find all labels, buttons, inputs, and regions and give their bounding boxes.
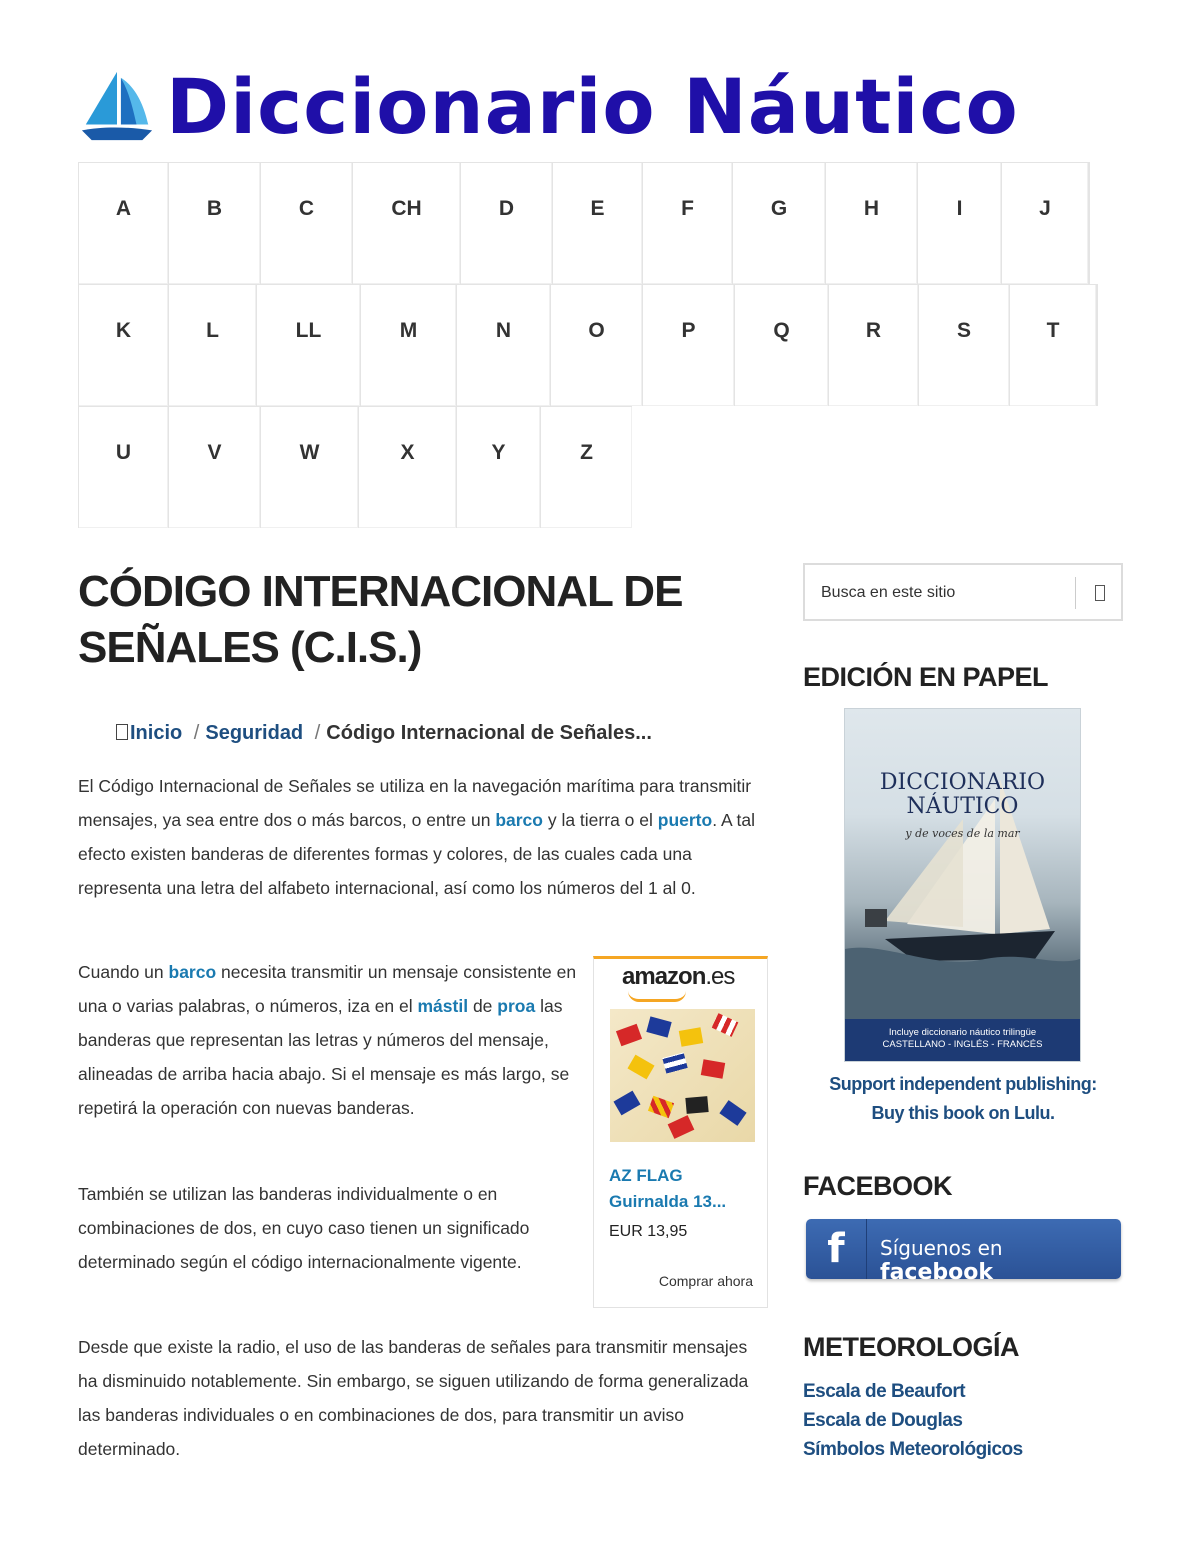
letter-link-j[interactable]: J [1001,162,1090,284]
letter-link-l[interactable]: L [168,284,256,406]
breadcrumb-section-link[interactable]: Seguridad [205,722,304,744]
lulu-buy-link[interactable] [803,1070,1123,1128]
letter-link-w[interactable]: W [260,406,358,528]
letter-link-p[interactable]: P [642,284,734,406]
facebook-follow-button[interactable] [806,1219,1121,1285]
letter-link-a[interactable]: A [78,162,168,284]
search-button[interactable] [1089,581,1111,605]
link-proa[interactable]: proa [497,996,536,1016]
article-paragraph-2 [78,955,588,1125]
letter-link-c[interactable]: C [260,162,352,284]
link-douglas-scale[interactable]: Escala de Douglas [803,1410,963,1431]
letter-link-u[interactable]: U [78,406,168,528]
alphabet-row-2 [78,284,1098,406]
meteorology-title: METEOROLOGÍA [803,1332,1019,1362]
page-title: CÓDIGO INTERNACIONAL DE SEÑALES (C.I.S.) [78,567,683,672]
letter-link-k[interactable]: K [78,284,168,406]
facebook-title: FACEBOOK [803,1171,953,1201]
link-barco[interactable]: barco [168,962,217,982]
paragraph-text: . A tal efecto existen banderas de diferentes formas y colores, de las cuales cada una representa una letra del alfabeto internacional, así como los números del 1 al 0. [78,810,756,898]
letter-link-ch[interactable]: CH [352,162,460,284]
breadcrumb-home-link[interactable]: Inicio [130,722,183,744]
paragraph-text: Cuando un [78,962,169,982]
search-input[interactable] [819,579,1063,607]
letter-link-i[interactable]: I [917,162,1001,284]
letter-link-q[interactable]: Q [734,284,828,406]
paper-edition-title: EDICIÓN EN PAPEL [803,662,1049,692]
article-paragraph-4: Desde que existe la radio, el uso de las banderas de señales para transmitir mensajes ha disminuido notablemente. Sin embargo, se siguen utilizando de forma generalizada las banderas individuales o en combinaciones de dos, para transmitir un aviso determinado. [78,1337,749,1459]
lulu-line: Buy this book on Lulu. [871,1103,1055,1123]
letter-link-n[interactable]: N [456,284,550,406]
paragraph-text: las banderas que representan las letras y números del mensaje, alineadas de arriba hacia abajo. Si el mensaje es más largo, se repetirá la operación con nuevas banderas. [78,996,570,1118]
letter-link-m[interactable]: M [360,284,456,406]
amazon-ad-widget[interactable] [593,956,768,1308]
link-barco[interactable]: barco [495,810,543,830]
letter-link-h[interactable]: H [825,162,917,284]
letter-link-g[interactable]: G [732,162,825,284]
book-cover[interactable] [845,709,1080,1061]
sailboat-illustration [845,709,1080,1019]
product-title-link[interactable]: AZ FLAG Guirnalda 13... [609,1166,727,1211]
amazon-smile-icon [628,991,686,1002]
article-paragraph-1 [78,769,768,905]
paragraph-text: de [468,996,498,1016]
letter-link-f[interactable]: F [642,162,732,284]
letter-link-z[interactable]: Z [540,406,632,528]
letter-link-t[interactable]: T [1009,284,1098,406]
link-mastil[interactable]: mástil [417,996,469,1016]
book-title: DICCIONARIO NÁUTICO [879,770,1046,819]
breadcrumb-separator: / [314,722,321,744]
site-title: Diccionario Náutico [166,62,1019,151]
sailboat-logo-icon [78,68,156,146]
letter-link-b[interactable]: B [168,162,260,284]
letter-link-d[interactable]: D [460,162,552,284]
letter-link-ll[interactable]: LL [256,284,360,406]
link-puerto[interactable]: puerto [657,810,713,830]
product-price: EUR 13,95 [609,1223,688,1240]
paragraph-text: El Código Internacional de Señales se utiliza en la navegación marítima para transmitir mensajes, ya sea entre dos o más barcos, o entre un [78,776,752,830]
site-logo[interactable] [78,62,1019,152]
link-meteorological-symbols[interactable]: Símbolos Meteorológicos [803,1439,1023,1460]
breadcrumb-separator: / [193,722,200,744]
product-image[interactable] [610,1009,755,1142]
letter-link-s[interactable]: S [918,284,1009,406]
link-beaufort-scale[interactable]: Escala de Beaufort [803,1381,966,1402]
letter-link-o[interactable]: O [550,284,642,406]
letter-link-y[interactable]: Y [456,406,540,528]
home-icon [116,724,128,740]
lulu-line: Support independent publishing: [829,1074,1097,1094]
paragraph-text: necesita transmitir un mensaje consistente en una o varias palabras, o números, iza en el [78,962,577,1016]
letter-link-x[interactable]: X [358,406,456,528]
search-icon [1095,585,1105,601]
amazon-logo: amazon.es [622,963,735,990]
book-subtitle: y de voces de la mar [905,827,1020,840]
buy-now-link[interactable]: Comprar ahora [658,1273,753,1289]
book-band-text: Incluye diccionario náutico trilingüe CASTELLANO - INGLÉS - FRANCÉS [882,1027,1043,1050]
letter-link-r[interactable]: R [828,284,918,406]
letter-link-v[interactable]: V [168,406,260,528]
paragraph-text: y la tierra o el [542,810,658,830]
breadcrumb-current: Código Internacional de Señales... [326,722,652,744]
letter-link-e[interactable]: E [552,162,642,284]
search-divider [1075,577,1076,609]
facebook-icon: f [806,1219,867,1279]
article-paragraph-3: También se utilizan las banderas individualmente o en combinaciones de dos, en cuyo caso tienen un significado determinado según el código internacionalmente vigente. [78,1184,530,1272]
alphabet-row-1 [78,162,1090,285]
site-search [803,563,1123,621]
alphabet-row-3 [78,406,632,528]
breadcrumb [116,722,652,745]
facebook-button-label: Síguenos en facebook [880,1236,1003,1285]
